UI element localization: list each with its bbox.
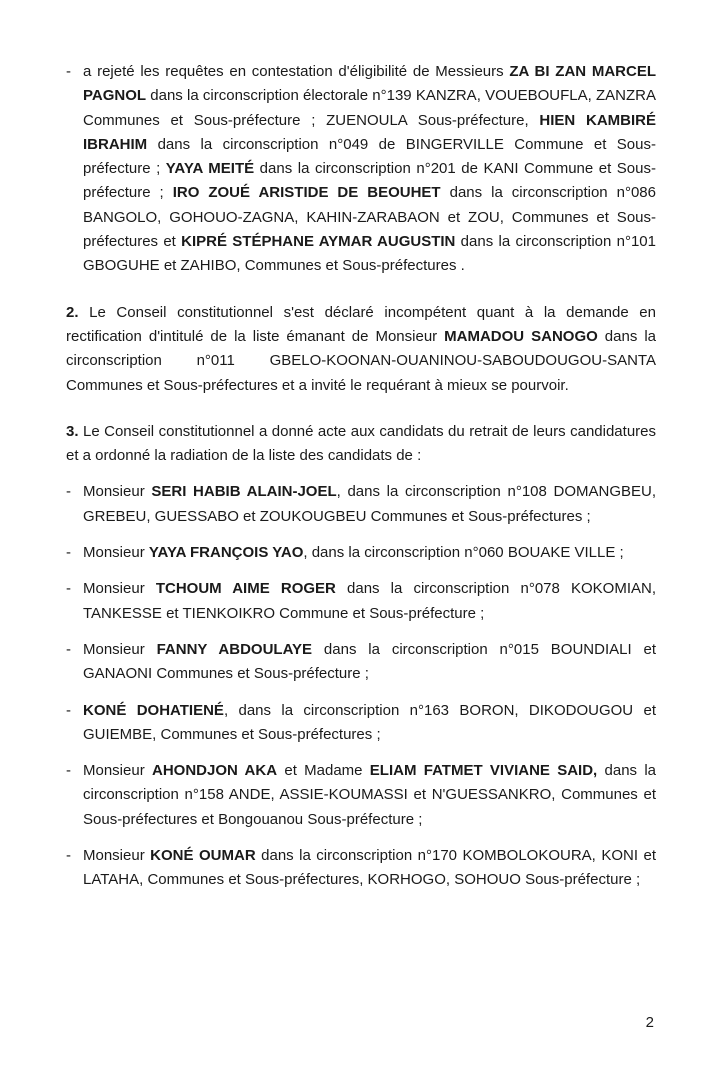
candidate-name: SERI HABIB ALAIN-JOEL: [151, 483, 337, 501]
candidate-name: KIPRÉ STÉPHANE AYMAR AUGUSTIN: [181, 233, 456, 251]
candidate-name: HIEN KAMBIRÉ IBRAHIM: [83, 111, 656, 153]
candidate-name: ZA BI ZAN MARCEL PAGNOL: [83, 63, 657, 105]
paragraph-3: [66, 420, 656, 469]
text-run: , dans la circonscription n°108 DOMANGBEU, GREBEU, GUESSABO et ZOUKOUGBEU Communes et Sous-préfectures ;: [83, 483, 657, 525]
text-run: dans la circonscription n°201 de KANI Commune et Sous-préfecture ;: [83, 160, 656, 202]
text-run: dans la circonscription n°170 KOMBOLOKOURA, KONI et LATAHA, Communes et Sous-préfectures, KORHOGO, SOHOUO Sous-préfecture ;: [83, 847, 656, 889]
text-run: Monsieur: [83, 483, 152, 501]
text-run: Monsieur: [83, 544, 149, 562]
withdrawal-list-item: [66, 699, 656, 748]
text-run: dans la circonscription n°015 BOUNDIALI et GANAONI Communes et Sous-préfecture ;: [83, 640, 657, 683]
text-run: Monsieur: [83, 580, 156, 598]
candidate-name: IRO ZOUÉ ARISTIDE DE BEOUHET: [172, 184, 441, 202]
withdrawal-list-item: [66, 759, 656, 832]
text-run: dans la circonscription n°049 de BINGERVILLE Commune et Sous-préfecture ;: [83, 135, 656, 178]
rejection-paragraph: [66, 60, 656, 279]
candidate-name: YAYA MEITÉ: [165, 160, 255, 178]
page-number: 2: [645, 1014, 654, 1031]
text-run: Monsieur: [83, 640, 157, 658]
candidate-name: TCHOUM AIME ROGER: [155, 580, 336, 598]
withdrawal-list-item: [66, 541, 656, 565]
text-run: dans la circonscription n°011 GBELO-KOONAN-OUANINOU-SABOUDOUGOU-SANTA Communes et Sous-préfectures et a invité le requérant à mieux se pourvoir.: [66, 327, 656, 394]
candidate-name: YAYA FRANÇOIS YAO: [148, 544, 304, 562]
candidate-name: FANNY ABDOULAYE: [156, 640, 313, 658]
text-run: et Madame: [277, 762, 370, 780]
text-run: dans la circonscription électorale n°139 KANZRA, VOUEBOUFLA, ZANZRA Communes et Sous-préfecture ; ZUENOULA Sous-préfecture,: [83, 87, 656, 129]
paragraph-2: [66, 301, 656, 398]
withdrawal-list-item: [66, 577, 656, 626]
text-run: dans la circonscription n°158 ANDE, ASSIE-KOUMASSI et N'GUESSANKRO, Communes et Sous-préfectures et Bongouanou Sous-préfecture ;: [83, 762, 656, 828]
text-run: dans la circonscription n°086 BANGOLO, GOHOUO-ZAGNA, KAHIN-ZARABAON et ZOU, Communes et Sous-préfectures et: [83, 184, 656, 251]
paragraph-number: 2.: [66, 303, 79, 321]
candidate-name: KONÉ OUMAR: [150, 847, 256, 865]
paragraph-number: 3.: [66, 422, 79, 440]
candidate-name: AHONDJON AKA: [151, 762, 278, 780]
text-run: Monsieur: [83, 762, 152, 780]
withdrawal-list-item: [66, 844, 656, 893]
document-body: [66, 60, 656, 893]
withdrawal-list-item: [66, 638, 656, 687]
withdrawal-list-item: [66, 480, 656, 529]
text-run: , dans la circonscription n°060 BOUAKE VILLE ;: [303, 544, 624, 562]
text-run: dans la circonscription n°078 KOKOMIAN, TANKESSE et TIENKOIKRO Commune et Sous-préfecture ;: [83, 580, 656, 622]
candidate-name: KONÉ DOHATIENÉ: [83, 701, 224, 719]
text-run: , dans la circonscription n°163 BORON, DIKODOUGOU et GUIEMBE, Communes et Sous-préfectures ;: [83, 701, 656, 743]
candidate-name: MAMADOU SANOGO: [444, 327, 598, 345]
text-run: Le Conseil constitutionnel s'est déclaré incompétent quant à la demande en rectification d'intitulé de la liste émanant de Monsieur: [66, 303, 656, 345]
candidate-name: ELIAM FATMET VIVIANE SAID,: [369, 762, 598, 780]
text-run: a rejeté les requêtes en contestation d'éligibilité de Messieurs: [83, 63, 510, 80]
text-run: Le Conseil constitutionnel a donné acte aux candidats du retrait de leurs candidatures et a ordonné la radiation de la liste des candidats de :: [66, 422, 656, 465]
text-run: dans la circonscription n°101 GBOGUHE et ZAHIBO, Communes et Sous-préfectures .: [83, 233, 656, 275]
withdrawal-list: [66, 468, 656, 892]
text-run: Monsieur: [83, 847, 151, 865]
